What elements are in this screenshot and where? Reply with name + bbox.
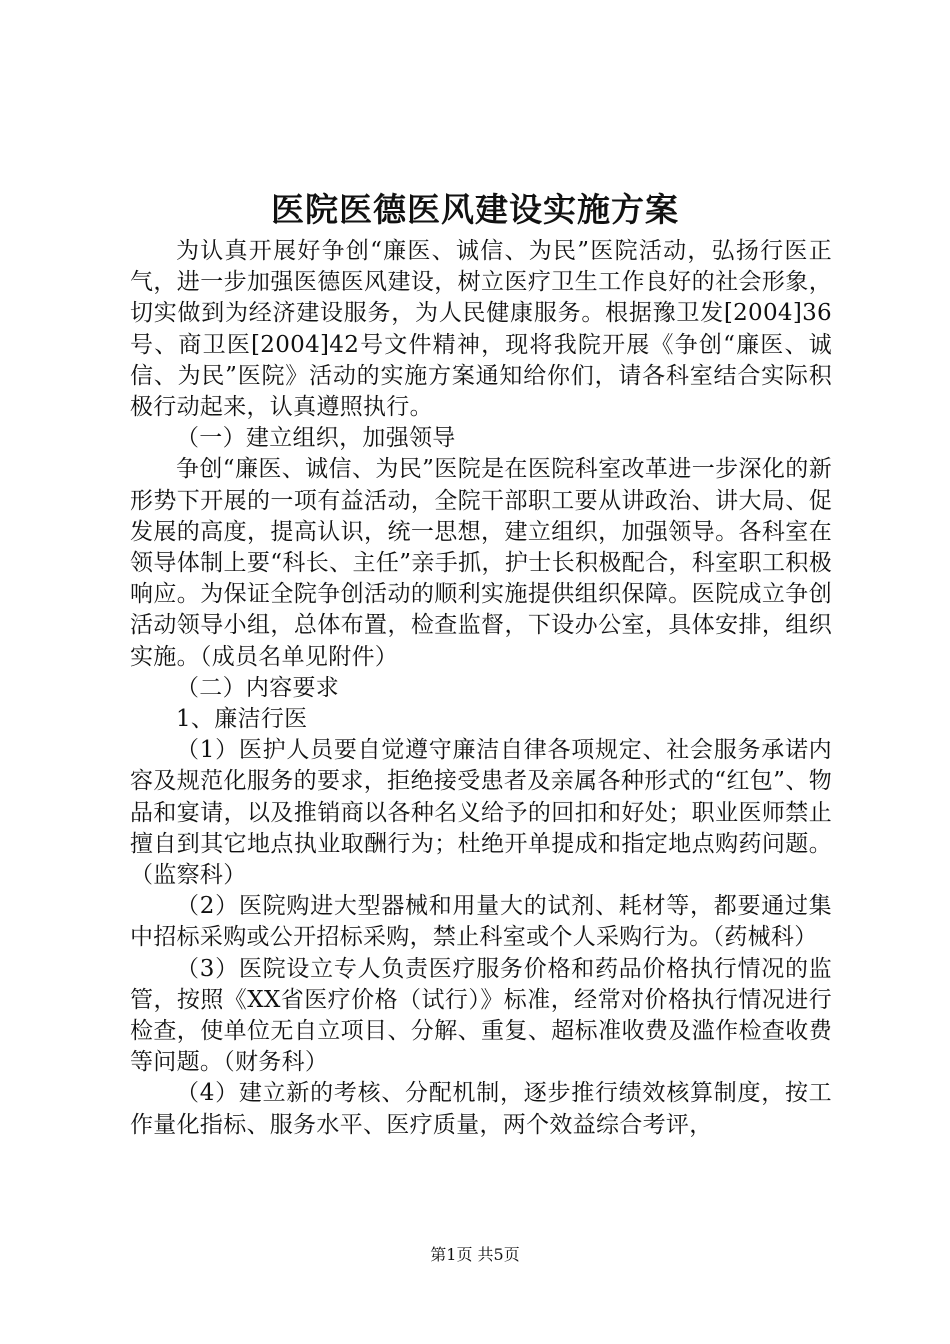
document-title: 医院医德医风建设实施方案 xyxy=(271,190,679,229)
section-heading-1: （一）建立组织，加强领导 xyxy=(176,425,456,452)
paragraph-item-2: （2）医院购进大型器械和用量大的试剂、耗材等，都要通过集中招标采购或公开招标采购，禁止科室或个人采购行为。（药械科） xyxy=(130,893,832,951)
subsection-heading-1: 1、廉洁行医 xyxy=(176,706,308,733)
document-body xyxy=(130,236,832,1141)
page-number: 第1页 共5页 xyxy=(430,1245,520,1264)
paragraph-item-4: （4）建立新的考核、分配机制，逐步推行绩效核算制度，按工作量化指标、服务水平、医疗质量，两个效益综合考评， xyxy=(130,1080,832,1138)
paragraph-item-1: （1）医护人员要自觉遵守廉洁自律各项规定、社会服务承诺内容及规范化服务的要求，拒绝接受患者及亲属各种形式的“红包”、物品和宴请，以及推销商以各种名义给予的回扣和好处；职业医师禁止擅自到其它地点执业取酬行为；杜绝开单提成和指定地点购药问题。（监察科） xyxy=(130,737,832,889)
section-heading-2: （二）内容要求 xyxy=(176,674,340,701)
paragraph-section-1: 争创“廉医、诚信、为民”医院是在医院科室改革进一步深化的新形势下开展的一项有益活动，全院干部职工要从讲政治、讲大局、促发展的高度，提高认识，统一思想，建立组织，加强领导。各科室在领导体制上要“科长、主任”亲手抓，护士长积极配合，科室职工积极响应。为保证全院争创活动的顺利实施提供组织保障。医院成立争创活动领导小组，总体布置，检查监督，下设办公室，具体安排，组织实施。（成员名单见附件） xyxy=(130,456,832,670)
paragraph-intro: 为认真开展好争创“廉医、诚信、为民”医院活动，弘扬行医正气，进一步加强医德医风建设，树立医疗卫生工作良好的社会形象，切实做到为经济建设服务，为人民健康服务。根据豫卫发[2004]36号、商卫医[2004]42号文件精神，现将我院开展《争创“廉医、诚信、为民”医院》活动的实施方案通知给你们，请各科室结合实际积极行动起来，认真遵照执行。 xyxy=(130,238,832,421)
paragraph-item-3: （3）医院设立专人负责医疗服务价格和药品价格执行情况的监管，按照《XX省医疗价格（试行）》标准，经常对价格执行情况进行检查，使单位无自立项目、分解、重复、超标准收费及滥作检查收费等问题。（财务科） xyxy=(130,955,832,1076)
